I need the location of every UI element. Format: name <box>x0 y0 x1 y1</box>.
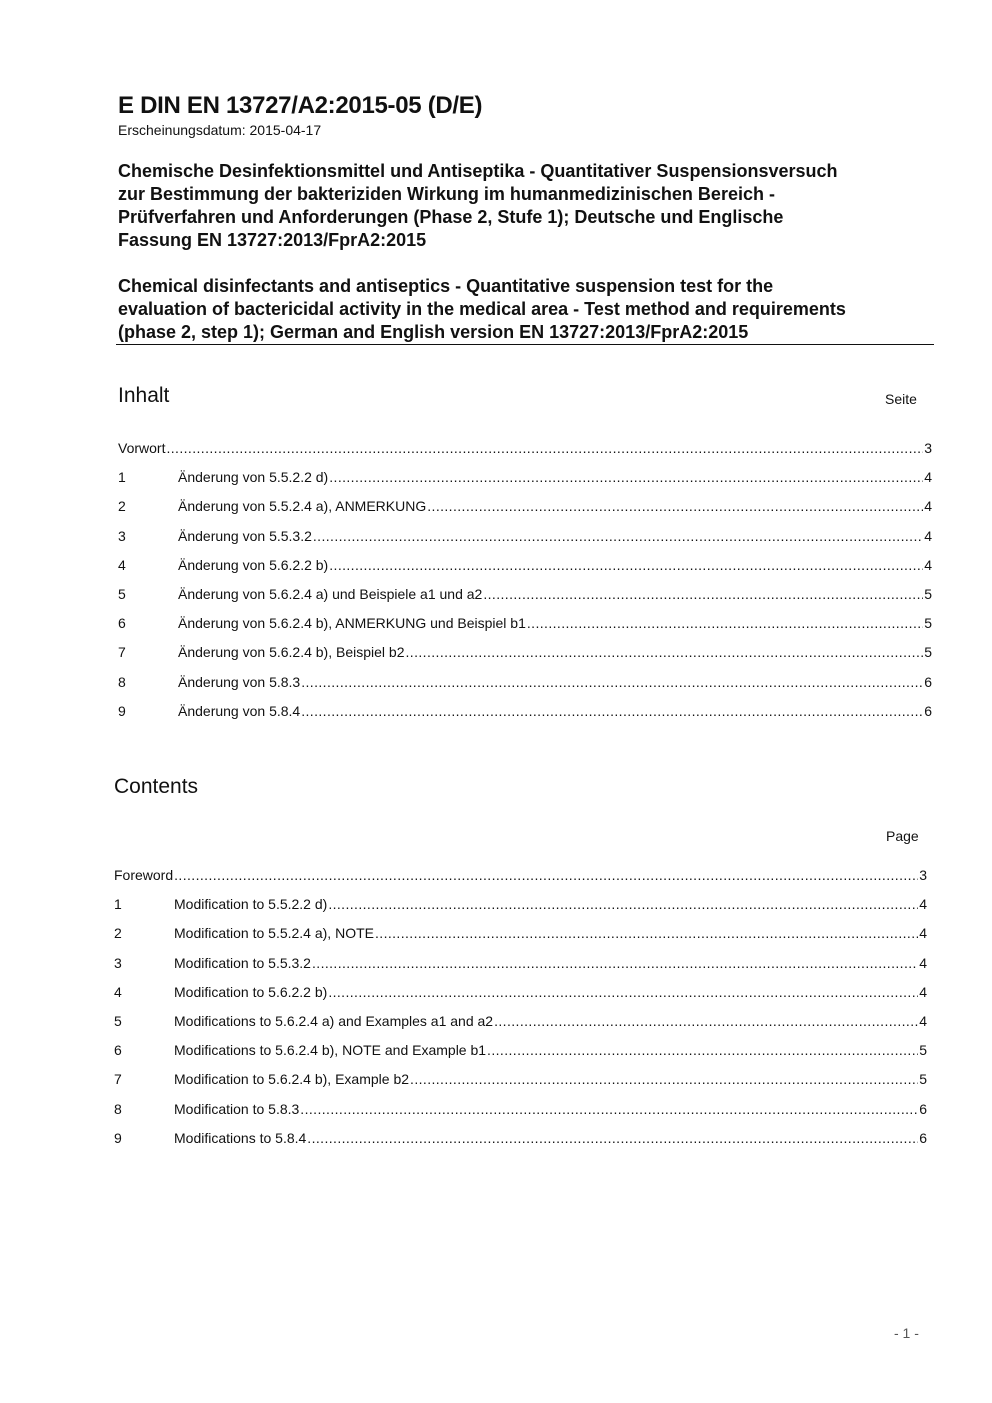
toc-entry-number: 5 <box>118 586 126 602</box>
toc-entry-number: 9 <box>118 702 126 719</box>
toc-entry[interactable] <box>114 1013 927 1029</box>
toc-leader-dots <box>527 615 923 631</box>
toc-leader-dots <box>329 557 923 573</box>
toc-entry-page: 6 <box>924 673 932 690</box>
toc-entry-number: 8 <box>114 1100 122 1117</box>
toc-entry-title: Modifications to 5.6.2.4 b), NOTE and Example b1 <box>174 1042 487 1059</box>
toc-entry-number: 4 <box>118 556 126 573</box>
toc-entry[interactable] <box>114 955 927 971</box>
toc-entry-title: Modifications to 5.8.4 <box>174 1129 307 1146</box>
toc-entry[interactable] <box>118 469 932 485</box>
toc-leader-dots <box>328 984 918 1000</box>
toc-entry-title: Vorwort <box>118 440 166 456</box>
toc-entry[interactable] <box>114 1130 927 1146</box>
toc-entry-title: Änderung von 5.5.3.2 <box>178 527 312 544</box>
toc-entry-page: 3 <box>924 440 932 456</box>
toc-entry-number: 4 <box>114 983 122 1000</box>
toc-entry-number: 2 <box>114 925 122 942</box>
english-title-line: evaluation of bactericidal activity in the medical area - Test method and requirements <box>118 299 846 319</box>
toc-entry[interactable] <box>114 896 927 912</box>
toc-entry-title: Modification to 5.5.2.2 d) <box>174 896 328 913</box>
toc-entry-page: 5 <box>924 615 932 632</box>
toc-entry[interactable] <box>118 557 932 573</box>
toc-leader-dots <box>406 644 924 660</box>
toc-entry-page: 4 <box>919 954 927 971</box>
toc-leader-dots <box>427 498 923 514</box>
toc-leader-dots <box>174 867 918 883</box>
toc-entry-number: 3 <box>118 527 126 544</box>
title-divider <box>116 344 934 345</box>
toc-entry[interactable] <box>118 586 932 602</box>
toc-entry-title: Modification to 5.6.2.4 b), Example b2 <box>174 1071 410 1088</box>
toc-leader-dots <box>487 1042 918 1058</box>
toc-entry-title: Änderung von 5.6.2.4 a) und Beispiele a1 und a2 <box>178 586 483 602</box>
toc-leader-dots <box>483 586 923 602</box>
toc-entry-title: Modification to 5.5.3.2 <box>174 954 311 971</box>
publication-date: Erscheinungsdatum: 2015-04-17 <box>118 122 322 138</box>
toc-entry[interactable] <box>118 674 932 690</box>
toc-entry-title: Änderung von 5.8.3 <box>178 673 301 690</box>
toc-entry-title: Änderung von 5.6.2.4 b), Beispiel b2 <box>178 644 405 661</box>
toc-entry-page: 4 <box>924 469 932 486</box>
toc-leader-dots <box>300 1101 918 1117</box>
toc-entry-number: 7 <box>114 1071 122 1088</box>
toc-leader-dots <box>301 703 923 719</box>
toc-de-heading: Inhalt <box>118 384 170 407</box>
toc-entry-page: 4 <box>924 556 932 573</box>
toc-entry-number: 6 <box>118 615 126 632</box>
toc-entry-title: Änderung von 5.5.2.2 d) <box>178 469 329 486</box>
toc-entry-number: 9 <box>114 1129 122 1146</box>
toc-entry[interactable] <box>114 984 927 1000</box>
toc-entry[interactable] <box>118 644 932 660</box>
toc-leader-dots <box>307 1130 918 1146</box>
toc-entry-number: 2 <box>118 498 126 515</box>
document-id: E DIN EN 13727/A2:2015-05 (D/E) <box>118 92 483 119</box>
toc-entry-title: Änderung von 5.6.2.2 b) <box>178 556 329 573</box>
toc-entry-title: Änderung von 5.8.4 <box>178 702 301 719</box>
toc-entry-page: 4 <box>919 1013 927 1029</box>
english-title-line: Chemical disinfectants and antiseptics - Quantitative suspension test for the <box>118 276 774 296</box>
toc-leader-dots <box>410 1071 918 1087</box>
toc-entry-page: 6 <box>919 1100 927 1117</box>
toc-en-page-label: Page <box>886 828 919 844</box>
toc-entry[interactable] <box>118 440 932 456</box>
toc-entry-title: Modifications to 5.6.2.4 a) and Examples a1 and a2 <box>174 1013 494 1029</box>
toc-en-heading: Contents <box>114 775 199 798</box>
toc-entry-page: 5 <box>924 644 932 661</box>
toc-entry-number: 6 <box>114 1042 122 1059</box>
toc-entry-page: 5 <box>919 1071 927 1088</box>
toc-entry-page: 5 <box>919 1042 927 1059</box>
german-title-line: zur Bestimmung der bakteriziden Wirkung im humanmedizinischen Bereich - <box>118 184 775 204</box>
toc-entry-title: Modification to 5.8.3 <box>174 1100 300 1117</box>
toc-leader-dots <box>328 896 918 912</box>
toc-leader-dots <box>301 674 923 690</box>
toc-entry[interactable] <box>114 925 927 941</box>
toc-entry-page: 5 <box>924 586 932 602</box>
toc-entry-page: 4 <box>924 527 932 544</box>
german-title-line: Fassung EN 13727:2013/FprA2:2015 <box>118 230 427 250</box>
toc-entry-page: 4 <box>919 896 927 913</box>
toc-entry-page: 3 <box>919 867 927 883</box>
toc-entry-title: Foreword <box>114 867 174 883</box>
toc-entry-number: 1 <box>118 469 126 486</box>
toc-entry[interactable] <box>118 615 932 631</box>
toc-entry-number: 7 <box>118 644 126 661</box>
toc-entry-title: Änderung von 5.6.2.4 b), ANMERKUNG und Beispiel b1 <box>178 615 526 632</box>
toc-entry-page: 6 <box>919 1129 927 1146</box>
toc-entry[interactable] <box>114 1042 927 1058</box>
toc-entry-page: 4 <box>919 983 927 1000</box>
toc-entry-page: 4 <box>919 925 927 942</box>
german-title <box>118 160 938 252</box>
toc-leader-dots <box>313 528 923 544</box>
toc-leader-dots <box>329 469 923 485</box>
toc-leader-dots <box>494 1013 918 1029</box>
toc-entry[interactable] <box>114 1101 927 1117</box>
german-title-line: Chemische Desinfektionsmittel und Antiseptika - Quantitativer Suspensionsversuch <box>118 161 838 181</box>
page-number: - 1 - <box>894 1325 919 1341</box>
toc-entry-title: Modification to 5.6.2.2 b) <box>174 983 328 1000</box>
toc-leader-dots <box>312 955 918 971</box>
toc-entry[interactable] <box>114 1071 927 1087</box>
toc-entry[interactable] <box>118 498 932 514</box>
english-title-line: (phase 2, step 1); German and English version EN 13727:2013/FprA2:2015 <box>118 322 749 342</box>
toc-entry-number: 8 <box>118 673 126 690</box>
toc-entry-page: 6 <box>924 702 932 719</box>
toc-entry-number: 1 <box>114 896 122 913</box>
toc-entry-number: 3 <box>114 954 122 971</box>
english-title <box>118 275 938 344</box>
toc-entry-page: 4 <box>924 498 932 515</box>
toc-entry-title: Modification to 5.5.2.4 a), NOTE <box>174 925 374 942</box>
toc-leader-dots <box>166 440 923 456</box>
toc-entry-number: 5 <box>114 1013 122 1029</box>
toc-de-page-label: Seite <box>885 391 917 407</box>
german-title-line: Prüfverfahren und Anforderungen (Phase 2, Stufe 1); Deutsche und Englische <box>118 207 784 227</box>
toc-leader-dots <box>375 925 918 941</box>
toc-entry[interactable] <box>114 867 927 883</box>
toc-entry-title: Änderung von 5.5.2.4 a), ANMERKUNG <box>178 498 427 515</box>
toc-entry[interactable] <box>118 528 932 544</box>
toc-entry[interactable] <box>118 703 932 719</box>
